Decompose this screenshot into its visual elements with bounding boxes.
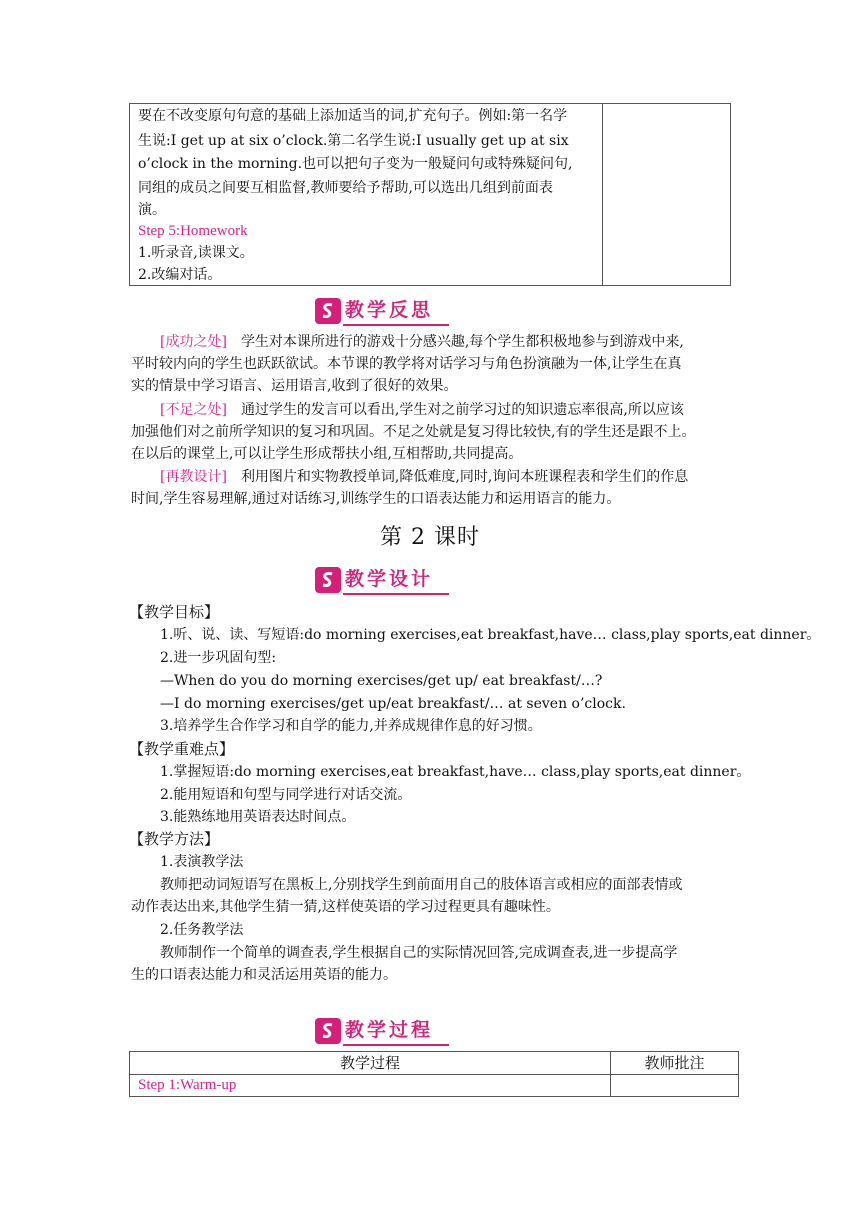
teacher-notes-cell [603, 104, 731, 286]
process-banner [315, 1016, 449, 1046]
goal-item: 3.培养学生合作学习和自学的能力,并养成规律作息的好习惯。 [160, 718, 542, 734]
goal-item: 1.听、说、读、写短语:do morning exercises,eat breakfast,have… class,play sports,eat dinner。 [160, 627, 821, 643]
goals-heading: 【教学目标】 [129, 603, 220, 621]
text-line: 生说:I get up at six o’clock.第二名学生说:I usually get up at six [138, 133, 569, 149]
method-title: 1.表演教学法 [160, 854, 244, 870]
lesson-title: 第 2 课时 [380, 525, 480, 550]
methods-heading: 【教学方法】 [129, 830, 220, 848]
banner-title: 教学设计 [345, 568, 434, 590]
header-notes: 教师批注 [611, 1052, 739, 1075]
text-line: 在以后的课堂上,可以让学生形成帮扶小组,互相帮助,共同提高。 [131, 446, 523, 462]
top-process-table [129, 103, 731, 286]
text-line: 学生对本课所进行的游戏十分感兴趣,每个学生都积极地参与到游戏中来, [240, 334, 684, 350]
goal-item: 2.进一步巩固句型: [160, 650, 277, 666]
text-line: 动作表达出来,其他学生猜一猜,这样使英语的学习过程更具有趣味性。 [131, 899, 560, 915]
banner-underline [343, 593, 449, 595]
redesign-tag: [再教设计] [160, 469, 227, 485]
header-process: 教学过程 [130, 1052, 611, 1075]
text-line: 实的情景中学习语言、运用语言,收到了很好的效果。 [131, 378, 458, 394]
text-line: 时间,学生容易理解,通过对话练习,训练学生的口语表达能力和运用语言的能力。 [131, 491, 621, 507]
section-logo-icon [315, 567, 341, 593]
design-banner [315, 565, 449, 595]
reflection-banner [315, 296, 449, 326]
text-line: 同组的成员之间要互相监督,教师要给予帮助,可以选出几组到前面表 [138, 180, 553, 196]
banner-title: 教学过程 [345, 1019, 434, 1041]
text-line: 平时较内向的学生也跃跃欲试。本节课的教学将对话学习与角色扮演融为一体,让学生在真 [131, 356, 682, 372]
text-line: 教师把动词短语写在黑板上,分别找学生到前面用自己的肢体语言或相应的面部表情或 [160, 877, 683, 893]
reflection-p1-first [160, 332, 684, 352]
goal-item: —I do morning exercises/get up/eat breakfast/… at seven o’clock. [160, 696, 626, 712]
reflection-p2-first [160, 400, 684, 420]
process-table [129, 1051, 739, 1097]
text-line: o’clock in the morning.也可以把句子变为一般疑问句或特殊疑问句, [138, 156, 573, 172]
goal-item: —When do you do morning exercises/get up/ eat breakfast/…? [160, 673, 603, 689]
keys-heading: 【教学重难点】 [129, 740, 235, 758]
reflection-p3-first [160, 467, 688, 487]
banner-underline [343, 324, 449, 326]
section-logo-icon [315, 298, 341, 324]
teacher-notes-cell [611, 1075, 739, 1097]
homework-item: 1.听录音,读课文。 [138, 245, 254, 261]
text-line: 生的口语表达能力和灵活运用英语的能力。 [131, 967, 397, 983]
key-item: 1.掌握短语:do morning exercises,eat breakfast,have… class,play sports,eat dinner。 [160, 764, 751, 780]
text-line: 要在不改变原句句意的基础上添加适当的词,扩充句子。例如:第一名学 [138, 108, 568, 124]
text-line: 演。 [138, 202, 166, 218]
homework-item: 2.改编对话。 [138, 267, 222, 283]
text-line: 加强他们对之前所学知识的复习和巩固。不足之处就是复习得比较快,有的学生还是跟不上。 [131, 424, 696, 440]
step-heading: Step 1:Warm-up [138, 1077, 237, 1093]
method-title: 2.任务教学法 [160, 922, 244, 938]
table-row [130, 1075, 611, 1097]
key-item: 3.能熟练地用英语表达时间点。 [160, 809, 356, 825]
banner-underline [343, 1044, 449, 1046]
text-line: 教师制作一个简单的调查表,学生根据自己的实际情况回答,完成调查表,进一步提高学 [160, 945, 678, 961]
success-tag: [成功之处] [160, 334, 227, 350]
process-content-cell [130, 104, 603, 286]
banner-title: 教学反思 [345, 299, 434, 321]
section-logo-icon [315, 1018, 341, 1044]
text-line: 利用图片和实物教授单词,降低难度,同时,询问本班课程表和学生们的作息 [240, 469, 689, 485]
shortcoming-tag: [不足之处] [160, 402, 227, 418]
key-item: 2.能用短语和句型与同学进行对话交流。 [160, 787, 412, 803]
text-line: 通过学生的发言可以看出,学生对之前学习过的知识遗忘率很高,所以应该 [240, 402, 684, 418]
step-heading: Step 5:Homework [138, 223, 248, 239]
